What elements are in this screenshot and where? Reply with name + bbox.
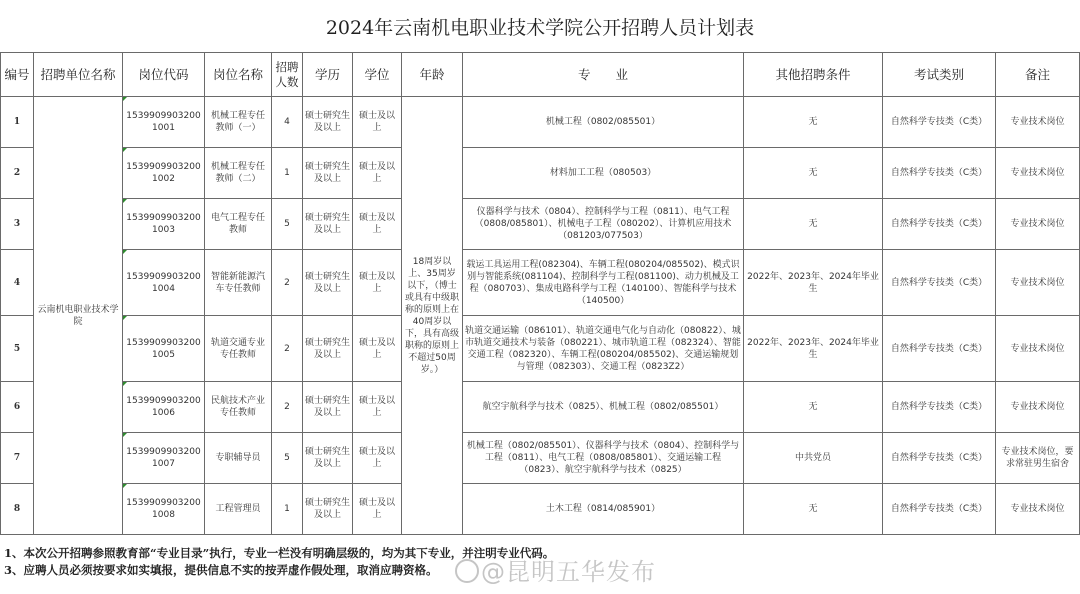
header-education: 学历: [303, 53, 353, 97]
row-no: 4: [1, 250, 34, 316]
exam-category: 自然科学专技类（C类）: [883, 97, 996, 148]
degree: 硕士及以上: [353, 199, 402, 250]
position-code: 15399099032001001: [123, 97, 205, 148]
degree: 硕士及以上: [353, 97, 402, 148]
exam-category: 自然科学专技类（C类）: [883, 250, 996, 316]
other-conditions: 无: [744, 484, 883, 535]
hire-count: 2: [272, 316, 303, 382]
education: 硕士研究生及以上: [303, 433, 353, 484]
education: 硕士研究生及以上: [303, 199, 353, 250]
row-no: 5: [1, 316, 34, 382]
age-requirement: 18周岁以上、35周岁以下，（博士或具有中级职称的原则上在40周岁以下，具有高级职称的原则上不超过50周岁。）: [402, 97, 463, 535]
major: 轨道交通运输（086101）、轨道交通电气化与自动化（080822）、城市轨道交通技术与装备（080221）、城市轨道工程（082324）、智能交通工程（082320）、车辆工程(080204/085502)、交通运输规划与管理（082303）、交通工程（0823Z2）: [463, 316, 744, 382]
other-conditions: 2022年、2023年、2024年毕业生: [744, 316, 883, 382]
table-row: [1, 250, 1080, 316]
major: 载运工具运用工程(082304)、车辆工程(080204/085502)、模式识别与智能系统(081104)、控制科学与工程(081100)、动力机械及工程（080703）、集成电路科学与工程（140100）、智能科学与技术（140500）: [463, 250, 744, 316]
header-remark: 备注: [996, 53, 1080, 97]
major: 仪器科学与技术（0804）、控制科学与工程（0811）、电气工程（0808/085801）、机械电子工程（080202）、计算机应用技术（081203/077503）: [463, 199, 744, 250]
hire-count: 4: [272, 97, 303, 148]
watermark-text: @昆明五华发布: [481, 558, 656, 586]
header-position: 岗位名称: [205, 53, 272, 97]
header-no: 编号: [1, 53, 34, 97]
recruitment-plan-table: [0, 52, 1080, 535]
row-no: 6: [1, 382, 34, 433]
education: 硕士研究生及以上: [303, 97, 353, 148]
degree: 硕士及以上: [353, 148, 402, 199]
major: 机械工程（0802/085501）、仪器科学与技术（0804）、控制科学与工程（0811）、电气工程（0808/085801）、交通运输工程（0823）、航空宇航科学与技术（0825）: [463, 433, 744, 484]
table-row: [1, 199, 1080, 250]
remark: 专业技术岗位: [996, 250, 1080, 316]
document-title: 2024年云南机电职业技术学院公开招聘人员计划表: [325, 17, 755, 39]
position-code: 15399099032001006: [123, 382, 205, 433]
major: 土木工程（0814/085901）: [463, 484, 744, 535]
table-row: [1, 316, 1080, 382]
position-name: 专职辅导员: [205, 433, 272, 484]
degree: 硕士及以上: [353, 433, 402, 484]
header-age: 年龄: [402, 53, 463, 97]
education: 硕士研究生及以上: [303, 316, 353, 382]
degree: 硕士及以上: [353, 484, 402, 535]
other-conditions: 中共党员: [744, 433, 883, 484]
position-code: 15399099032001004: [123, 250, 205, 316]
remark: 专业技术岗位: [996, 199, 1080, 250]
header-major: 专 业: [463, 53, 744, 97]
position-name: 工程管理员: [205, 484, 272, 535]
header-exam: 考试类别: [883, 53, 996, 97]
other-conditions: 2022年、2023年、2024年毕业生: [744, 250, 883, 316]
exam-category: 自然科学专技类（C类）: [883, 316, 996, 382]
footnote-1: 1、本次公开招聘参照教育部“专业目录”执行，专业一栏没有明确层级的，均为其下专业，并注明专业代码。: [4, 546, 555, 560]
position-name: 电气工程专任教师: [205, 199, 272, 250]
education: 硕士研究生及以上: [303, 250, 353, 316]
education: 硕士研究生及以上: [303, 382, 353, 433]
exam-category: 自然科学专技类（C类）: [883, 199, 996, 250]
degree: 硕士及以上: [353, 382, 402, 433]
other-conditions: 无: [744, 199, 883, 250]
weibo-logo-icon: [455, 559, 479, 583]
other-conditions: 无: [744, 382, 883, 433]
table-row: [1, 382, 1080, 433]
position-name: 机械工程专任教师（二）: [205, 148, 272, 199]
position-code: 15399099032001008: [123, 484, 205, 535]
table-row: [1, 433, 1080, 484]
table-row: [1, 148, 1080, 199]
hire-count: 1: [272, 148, 303, 199]
position-name: 民航技术产业专任教师: [205, 382, 272, 433]
header-other: 其他招聘条件: [744, 53, 883, 97]
remark: 专业技术岗位: [996, 97, 1080, 148]
remark: 专业技术岗位: [996, 484, 1080, 535]
education: 硕士研究生及以上: [303, 484, 353, 535]
major: 材料加工工程（080503）: [463, 148, 744, 199]
other-conditions: 无: [744, 97, 883, 148]
position-code: 15399099032001003: [123, 199, 205, 250]
remark: 专业技术岗位，要求常驻男生宿舍: [996, 433, 1080, 484]
exam-category: 自然科学专技类（C类）: [883, 382, 996, 433]
header-code: 岗位代码: [123, 53, 205, 97]
row-no: 2: [1, 148, 34, 199]
exam-category: 自然科学专技类（C类）: [883, 484, 996, 535]
footnote-3: 3、应聘人员必须按要求如实填报，提供信息不实的按弄虚作假处理，取消应聘资格。: [4, 563, 438, 577]
education: 硕士研究生及以上: [303, 148, 353, 199]
row-no: 7: [1, 433, 34, 484]
table-header-row: [1, 53, 1080, 97]
header-unit: 招聘单位名称: [34, 53, 123, 97]
degree: 硕士及以上: [353, 316, 402, 382]
hire-count: 2: [272, 382, 303, 433]
position-name: 轨道交通专业专任教师: [205, 316, 272, 382]
exam-category: 自然科学专技类（C类）: [883, 433, 996, 484]
position-code: 15399099032001007: [123, 433, 205, 484]
major: 机械工程（0802/085501）: [463, 97, 744, 148]
major: 航空宇航科学与技术（0825）、机械工程（0802/085501）: [463, 382, 744, 433]
position-code: 15399099032001002: [123, 148, 205, 199]
hire-count: 5: [272, 199, 303, 250]
header-count: 招聘人数: [272, 53, 303, 97]
exam-category: 自然科学专技类（C类）: [883, 148, 996, 199]
position-name: 机械工程专任教师（一）: [205, 97, 272, 148]
table-row: [1, 484, 1080, 535]
remark: 专业技术岗位: [996, 316, 1080, 382]
degree: 硕士及以上: [353, 250, 402, 316]
position-name: 智能新能源汽车专任教师: [205, 250, 272, 316]
unit-name: 云南机电职业技术学院: [34, 97, 123, 535]
table-row: [1, 97, 1080, 148]
remark: 专业技术岗位: [996, 148, 1080, 199]
watermark: [455, 552, 656, 587]
hire-count: 2: [272, 250, 303, 316]
remark: 专业技术岗位: [996, 382, 1080, 433]
row-no: 8: [1, 484, 34, 535]
other-conditions: 无: [744, 148, 883, 199]
hire-count: 1: [272, 484, 303, 535]
position-code: 15399099032001005: [123, 316, 205, 382]
row-no: 1: [1, 97, 34, 148]
row-no: 3: [1, 199, 34, 250]
hire-count: 5: [272, 433, 303, 484]
header-degree: 学位: [353, 53, 402, 97]
